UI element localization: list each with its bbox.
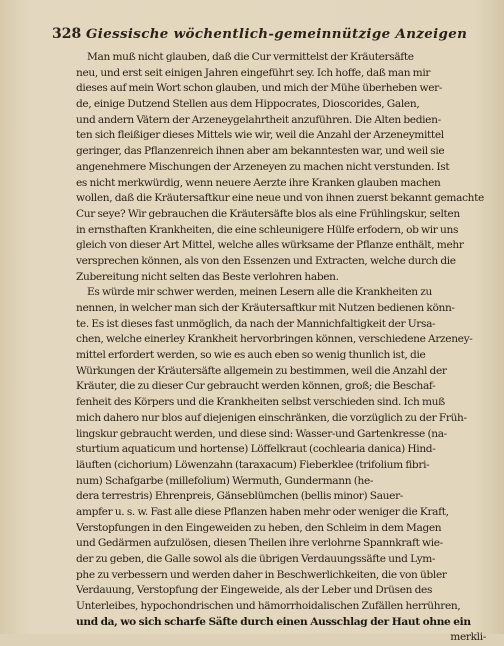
running-head: Giessische wöchentlich-gemeinnützige Anzeigen bbox=[86, 26, 468, 42]
text-line: Es würde mir schwer werden, meinen Lesern alle die Krankheiten zu bbox=[87, 286, 432, 299]
text-line: Verdauung, Verstopfung der Eingeweide, als der Leber und Drüsen des bbox=[76, 584, 433, 597]
text-line: phe zu verbessern und werden daher in Beschwerlichkeiten, die von übler bbox=[76, 568, 447, 581]
text-line: Verstopfungen in den Eingeweiden zu heben, den Schleim in dem Magen bbox=[76, 521, 442, 534]
body-text bbox=[76, 50, 494, 646]
text-line: es nicht merkwürdig, wenn neuere Aerzte ihre Kranken glauben machen bbox=[76, 176, 441, 189]
text-line: te. Es ist dieses fast unmöglich, da nach der Mannichfaltigkeit der Ursa- bbox=[76, 317, 436, 330]
text-line: Man muß nicht glauben, daß die Cur vermittelst der Kräutersäfte bbox=[87, 51, 414, 63]
text-line: angenehmere Mischungen der Arzeneyen zu machen nicht verstunden. Ist bbox=[76, 160, 450, 173]
text-line: dieses auf mein Wort schon glauben, und mich der Mühe überheben wer- bbox=[76, 82, 443, 95]
text-line: ten sich fleißiger dieses Mittels wie wir, weil die Anzahl der Arzeneymittel bbox=[76, 129, 444, 142]
text-line: in ernsthaften Krankheiten, die eine schleunigere Hülfe erfodern, ob wir uns bbox=[76, 223, 459, 236]
text-line: geringer, das Pflanzenreich ihnen aber am bekanntesten war, und weil sie bbox=[76, 145, 445, 158]
text-line: nennen, in welcher man sich der Kräutersaftkur mit Nutzen bedienen könn- bbox=[76, 302, 455, 314]
text-line: mich dahero nur blos auf diejenigen einschränken, die vorzüglich zu der Früh- bbox=[76, 411, 467, 424]
text-line: Kräuter, die zu dieser Cur gebraucht werden können, groß; die Beschaf- bbox=[76, 380, 436, 393]
text-line: ampfer u. s. w. Fast alle diese Pflanzen haben mehr oder weniger die Kraft, bbox=[76, 505, 449, 518]
text-line: der zu geben, die Galle sowol als die übrigen Verdauungssäfte und Lym- bbox=[76, 553, 436, 565]
text-line: läuften (cichorium) Löwenzahn (taraxacum) Fieberklee (trifolium fibri- bbox=[76, 458, 430, 471]
text-line: mittel erfordert werden, so wie es auch eben so wenig thunlich ist, die bbox=[76, 349, 426, 362]
text-line: und Gedärmen aufzulösen, diesen Theilen ihre verlohrne Spannkraft wie- bbox=[76, 537, 443, 550]
text-line: Zubereitung nicht selten das Beste verlohren haben. bbox=[76, 270, 339, 283]
page-number: 328 bbox=[52, 26, 82, 42]
text-line: Würkungen der Kräutersäfte allgemein zu bestimmen, weil die Anzahl der bbox=[76, 364, 447, 377]
text-line: wollen, daß die Kräutersaftkur eine neue und von ihnen zuerst bekannt gemachte bbox=[76, 192, 484, 205]
page-header bbox=[52, 26, 482, 46]
text-line: Unterleibes, hypochondrischen und hämorrhoidalischen Zufällen herrühren, bbox=[76, 600, 461, 613]
text-line: Cur seye? Wir gebrauchen die Kräutersäfte blos als eine Frühlingskur, selten bbox=[76, 207, 460, 220]
text-line: versprechen können, als von den Essenzen und Extracten, welche durch die bbox=[76, 254, 456, 267]
text-line: lingskur gebraucht werden, und diese sind: Wasser-und Gartenkresse (na- bbox=[76, 427, 447, 440]
text-line: de, einige Dutzend Stellen aus dem Hippocrates, Dioscorides, Galen, bbox=[76, 98, 420, 111]
text-line: neu, und erst seit einigen Jahren eingeführt sey. Ich hoffe, daß man mir bbox=[76, 66, 431, 79]
text-line: gleich von dieser Art Mittel, welche alles würksame der Pflanze enthält, mehr bbox=[76, 239, 464, 252]
catchword: merkli- bbox=[450, 631, 486, 644]
text-line: sturtium aquaticum und hortense) Löffelkraut (cochlearia danica) Hind- bbox=[76, 443, 436, 456]
text-line: dera terrestris) Ehrenpreis, Gänseblümchen (bellis minor) Sauer- bbox=[76, 490, 404, 503]
text-line: und andern Vätern der Arzeneygelahrtheit anzuführen. Die Alten bedien- bbox=[76, 113, 441, 126]
text-line: fenheit des Körpers und die Krankheiten selbst verschieden sind. Ich muß bbox=[76, 396, 445, 409]
text-line: chen, welche einerley Krankheit hervorbringen können, verschiedene Arzeney- bbox=[76, 333, 473, 346]
text-line: num) Schafgarbe (millefolium) Wermuth, Gundermann (he- bbox=[76, 474, 374, 487]
text-line: und da, wo sich scharfe Säfte durch einen Ausschlag der Haut ohne ein bbox=[76, 615, 471, 628]
